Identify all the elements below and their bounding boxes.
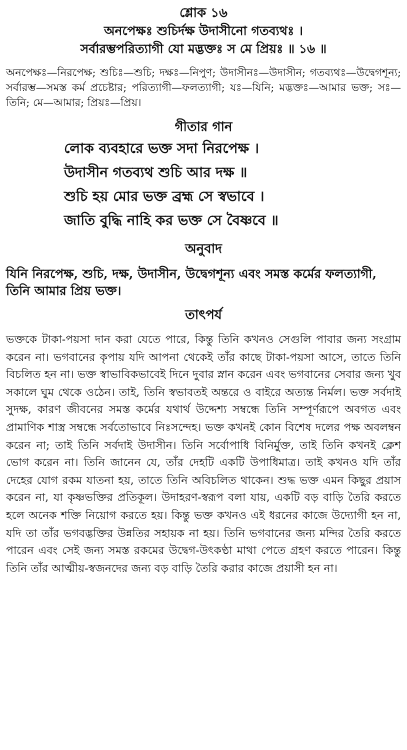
purport-text: ভক্তকে টাকা-পয়সা দান করা যেতে পারে, কিন্তু তিনি কখনও সেগুলি পাবার জন্য সংগ্রাম করেন না। ভগবানের কৃপায় যদি আপনা থেকেই তাঁর কাছে টাকা-পয়সা আসে, তাতে তিনি বিচলিত হন না। ভক্ত স্বাভাবিকভাবেই দিনে দুবার স্নান করেন এবং ভগবানের সেবার জন্য খুব সকালে ঘুম থেকে ওঠেন। তাই, তিনি স্বভাবতই অন্তরে ও বাইরে অত্যন্ত নির্মল। ভক্ত সর্বদাই সুদক্ষ, কারণ জীবনের সমস্ত কর্মের যথার্থ উদ্দেশ্য সম্বন্ধে তিনি সম্পূর্ণরূপে অবগত এবং প্রামাণিক শাস্ত্র সম্বন্ধে সর্বতোভাবে নিঃসন্দেহ। ভক্ত কখনই কোন বিশেষ দলের পক্ষ অবলম্বন করেন না; তাই তিনি সর্বদাই উদাসীন। তিনি সর্বোপাধি বিনির্মুক্ত, তাই তিনি কখনই ক্লেশ ভোগ করেন না। তিনি জানেন যে, তাঁর দেহটি একটি উপাধিমাত্র। তাই কখনও যদি তাঁর দেহের যোগ রকম যাতনা হয়, তাতে তিনি অবিচলিত থাকেন। শুদ্ধ ভক্ত এমন কিছুর প্রয়াস করেন না, যা কৃষ্ণভক্তির প্রতিকূল। উদাহরণ-স্বরূপ বলা যায়, একটি বড় বাড়ি তৈরি করতে হলে অনেক শক্তি নিয়োগ করতে হয়। কিন্তু ভক্ত কখনও এই ধরনের কাজে উদ্যোগী হন না, যদি তা তাঁর ভগবদ্ভক্তির উন্নতির সহায়ক না হয়। তিনি ভগবানের জন্য মন্দির তৈরি করতে পারেন এবং সেই জন্য সমস্ত রকমের উদ্বেগ-উৎকণ্ঠা মাথা পেতে গ্রহণ করতে পারেন। কিন্তু তিনি তাঁর আত্মীয়-স্বজনদের জন্য বড় বাড়ি তৈরি করার কাজে প্রয়াসী হন না। xyxy=(6,333,401,575)
translation-text: যিনি নিরপেক্ষ, শুচি, দক্ষ, উদাসীন, উদ্বেগশূন্য এবং সমস্ত কর্মের ফলত্যাগী, তিনি আমার প্রিয় ভক্ত। xyxy=(6,266,377,298)
song-line: লোক ব্যবহারে ভক্ত সদা নিরপেক্ষ । xyxy=(64,141,259,157)
song-verse xyxy=(6,137,401,233)
sanskrit-line: সর্বারম্ভপরিত্যাগী যো মদ্ভক্তঃ স মে প্রিয়ঃ ॥ ১৬ ॥ xyxy=(80,41,327,56)
sanskrit-line: অনপেক্ষঃ শুচির্দক্ষ উদাসীনো গতব্যথঃ । xyxy=(103,23,304,38)
word-synonyms: অনপেক্ষঃ—নিরপেক্ষ; শুচিঃ—শুচি; দক্ষঃ—নিপুণ; উদাসীনঃ—উদাসীন; গতব্যথঃ—উদ্বেগশূন্য; সর্বারম্ভ—সমস্ত কর্ম প্রচেষ্টার; পরিত্যাগী—ফলত্যাগী; যঃ—যিনি; মদ্ভক্তঃ—আমার ভক্ত; সঃ—তিনি; মে—আমার; প্রিয়ঃ—প্রিয়। xyxy=(6,67,401,109)
verse-number: শ্লোক ১৬ xyxy=(179,6,228,21)
translation-heading: অনুবাদ xyxy=(185,242,222,257)
purport-heading: তাৎপর্য xyxy=(185,308,222,323)
song-line: জাতি বুদ্ধি নাহি কর ভক্ত সে বৈষ্ণবে ॥ xyxy=(64,213,279,229)
gitar-gan-heading: গীতার গান xyxy=(174,120,233,135)
sanskrit-verse xyxy=(6,22,401,58)
song-line: শুচি হয় মোর ভক্ত ব্রহ্ম সে স্বভাবে । xyxy=(64,189,265,205)
song-line: উদাসীন গতব্যথ শুচি আর দক্ষ ॥ xyxy=(64,165,248,181)
